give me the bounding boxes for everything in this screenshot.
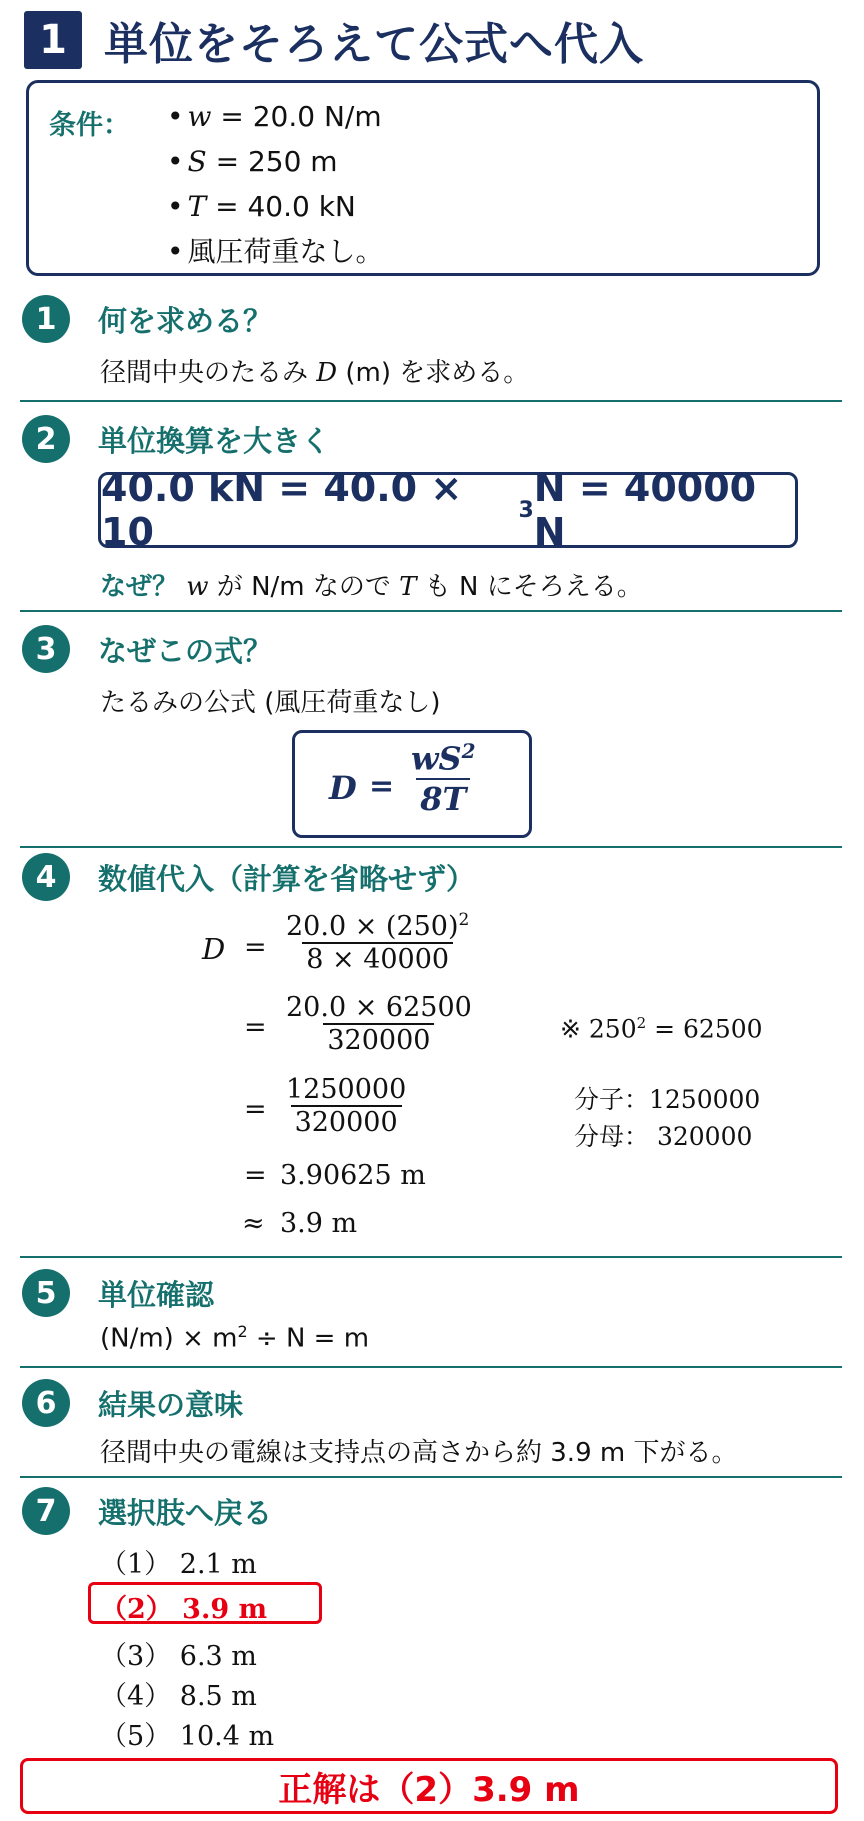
choice-1: （1） 2.1 m xyxy=(100,1549,257,1580)
section-title: なぜこの式？ xyxy=(98,633,273,668)
unit-check-body: $(N/m) \times m^2 \div N = m$ xyxy=(100,1322,370,1354)
choice-5: （5） 10.4 m xyxy=(100,1721,275,1752)
step-number-circle: 5 xyxy=(22,1269,70,1317)
title-number-badge: 1 xyxy=(24,11,82,69)
sag-formula-box: D = $\frac{wS^2}{8T}$ xyxy=(292,730,532,838)
step-number-circle: 2 xyxy=(22,415,70,463)
step-number-circle: 4 xyxy=(22,853,70,901)
section-body: たるみの公式 (風圧荷重なし) xyxy=(100,688,441,718)
why-note: なぜ？ w が N/m なので T も N にそろえる。 xyxy=(100,572,643,602)
calc-equals: = xyxy=(244,1160,267,1191)
section-divider xyxy=(20,846,842,848)
note-denominator: 分母： 320000 xyxy=(574,1122,753,1151)
calc-lhs: D xyxy=(202,932,226,966)
calc-fraction-3: $\frac{1250000}{320000}$ xyxy=(286,1074,407,1138)
calc-result-rounded: 3.9 m xyxy=(280,1208,358,1239)
result-meaning-body: 径間中央の電線は支持点の高さから約 3.9 m 下がる。 xyxy=(100,1438,738,1468)
condition-item: • 風圧荷重なし。 xyxy=(167,236,384,281)
choice-3: （3） 6.3 m xyxy=(100,1641,257,1672)
step-number-circle: 3 xyxy=(22,625,70,673)
section-title: 何を求める？ xyxy=(98,303,273,338)
conditions-list xyxy=(167,101,384,281)
section-divider xyxy=(20,1256,842,1258)
calc-approx: ≈ xyxy=(242,1208,265,1239)
step-number-circle: 7 xyxy=(22,1487,70,1535)
page-title: 単位をそろえて公式へ代入 xyxy=(104,19,644,70)
calc-fraction-2: $\frac{20.0 \times 62500}{320000}$ xyxy=(286,992,472,1056)
step-number-circle: 1 xyxy=(22,295,70,343)
note-250-squared: ※ $250^2 = 62500$ xyxy=(560,1014,763,1044)
calc-equals: = xyxy=(244,1012,267,1043)
calc-result-exact: 3.90625 m xyxy=(280,1160,426,1191)
note-numerator: 分子：1250000 xyxy=(574,1085,761,1114)
page-title-row xyxy=(24,10,644,70)
section-title: 単位換算を大きく xyxy=(98,423,331,458)
section-title: 選択肢へ戻る xyxy=(98,1495,273,1530)
section-title: 数値代入（計算を省略せず） xyxy=(98,861,476,896)
calc-equals: = xyxy=(244,1094,267,1125)
unit-conversion-box: 40.0 kN = 40.0 × 10 3 N = 40000 N xyxy=(98,472,798,548)
condition-item: • T = 40.0 kN xyxy=(167,191,384,236)
condition-item: • S = 250 m xyxy=(167,146,384,191)
choice-2-correct: （2） 3.9 m xyxy=(100,1594,268,1625)
conditions-box xyxy=(26,80,820,276)
section-divider xyxy=(20,400,842,402)
condition-item: • w = 20.0 N/m xyxy=(167,101,384,146)
conditions-label: 条件： xyxy=(49,110,130,141)
step-number-circle: 6 xyxy=(22,1379,70,1427)
section-title: 単位確認 xyxy=(98,1277,215,1312)
section-divider xyxy=(20,1366,842,1368)
calc-equals: = xyxy=(244,932,267,963)
calc-fraction-1: $\frac{20.0 \times (250)^2}{8 \times 40000}$ xyxy=(286,910,470,975)
choice-4: （4） 8.5 m xyxy=(100,1681,257,1712)
section-divider xyxy=(20,610,842,612)
section-body: 径間中央のたるみ D (m) を求める。 xyxy=(100,358,530,388)
section-divider xyxy=(20,1476,842,1478)
answer-box: 正解は（2）3.9 m xyxy=(20,1758,838,1814)
section-title: 結果の意味 xyxy=(98,1387,244,1422)
